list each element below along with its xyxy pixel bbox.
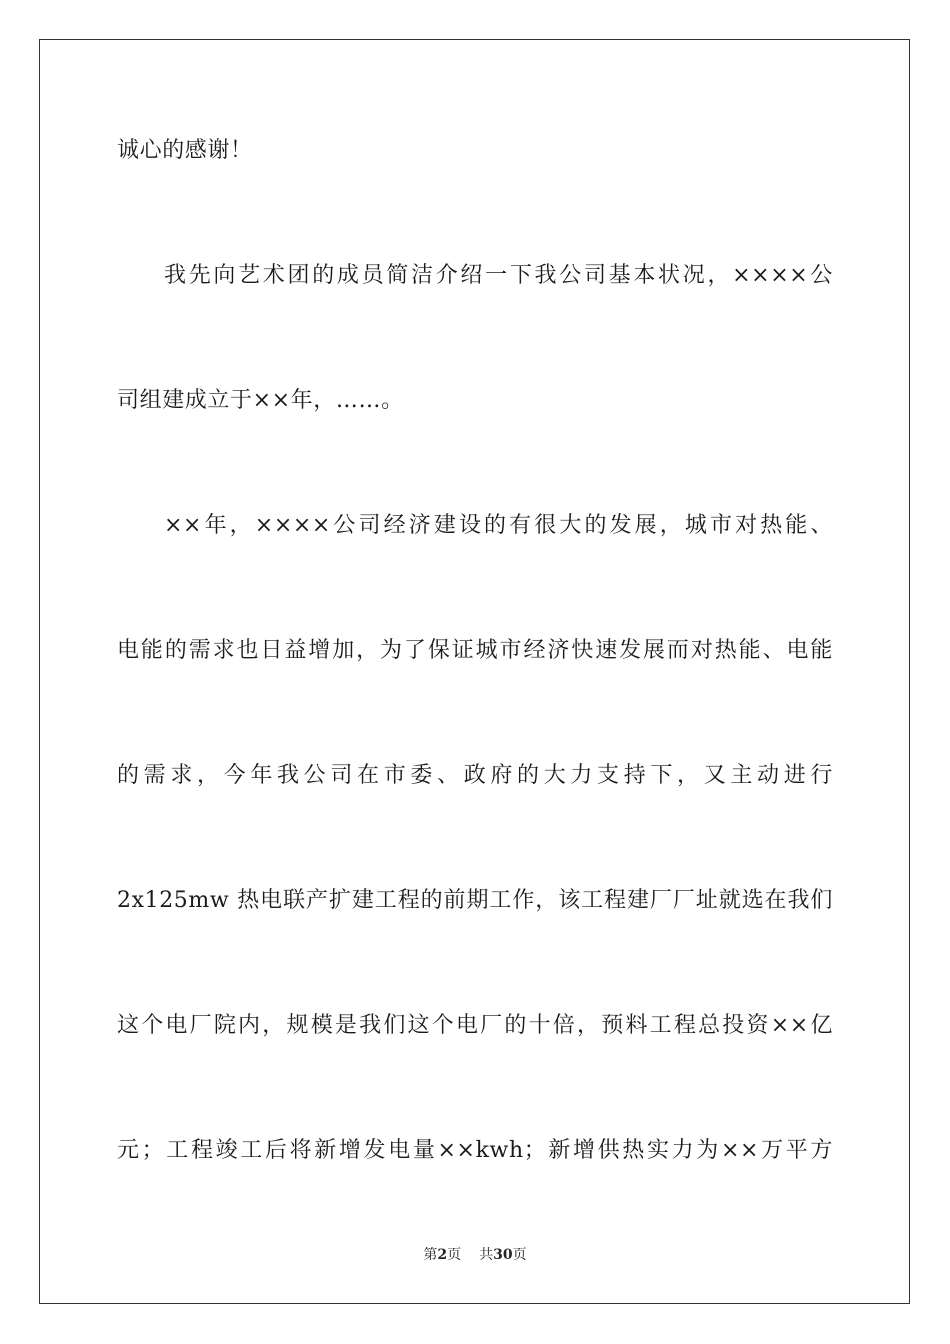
total-prefix: 共: [479, 1247, 494, 1263]
page-number: 2: [437, 1247, 448, 1263]
text-line-2: 我先向艺术团的成员简洁介绍一下我公司基本状况，××××公: [164, 263, 833, 288]
total-pages: 30: [493, 1247, 513, 1263]
page-prefix: 第: [423, 1247, 438, 1263]
text-line-6: 的需求，今年我公司在市委、政府的大力支持下，又主动进行: [117, 763, 833, 788]
text-line-4: ××年，××××公司经济建设的有很大的发展，城市对热能、: [164, 513, 833, 538]
text-line-8: 这个电厂院内，规模是我们这个电厂的十倍，预料工程总投资××亿: [117, 1013, 833, 1038]
text-line-1: 诚心的感谢！: [117, 138, 253, 163]
text-line-5: 电能的需求也日益增加，为了保证城市经济快速发展而对热能、电能: [117, 638, 833, 663]
text-line-9: 元；工程竣工后将新增发电量××kwh；新增供热实力为××万平方: [117, 1138, 833, 1163]
text-line-3: 司组建成立于××年，……。: [117, 388, 404, 413]
total-suffix: 页: [512, 1247, 527, 1263]
page-border: [39, 39, 910, 1304]
page-footer: [0, 1246, 950, 1264]
page-suffix: 页: [447, 1247, 462, 1263]
text-line-7: 2x125mw 热电联产扩建工程的前期工作，该工程建厂厂址就选在我们: [117, 888, 833, 913]
